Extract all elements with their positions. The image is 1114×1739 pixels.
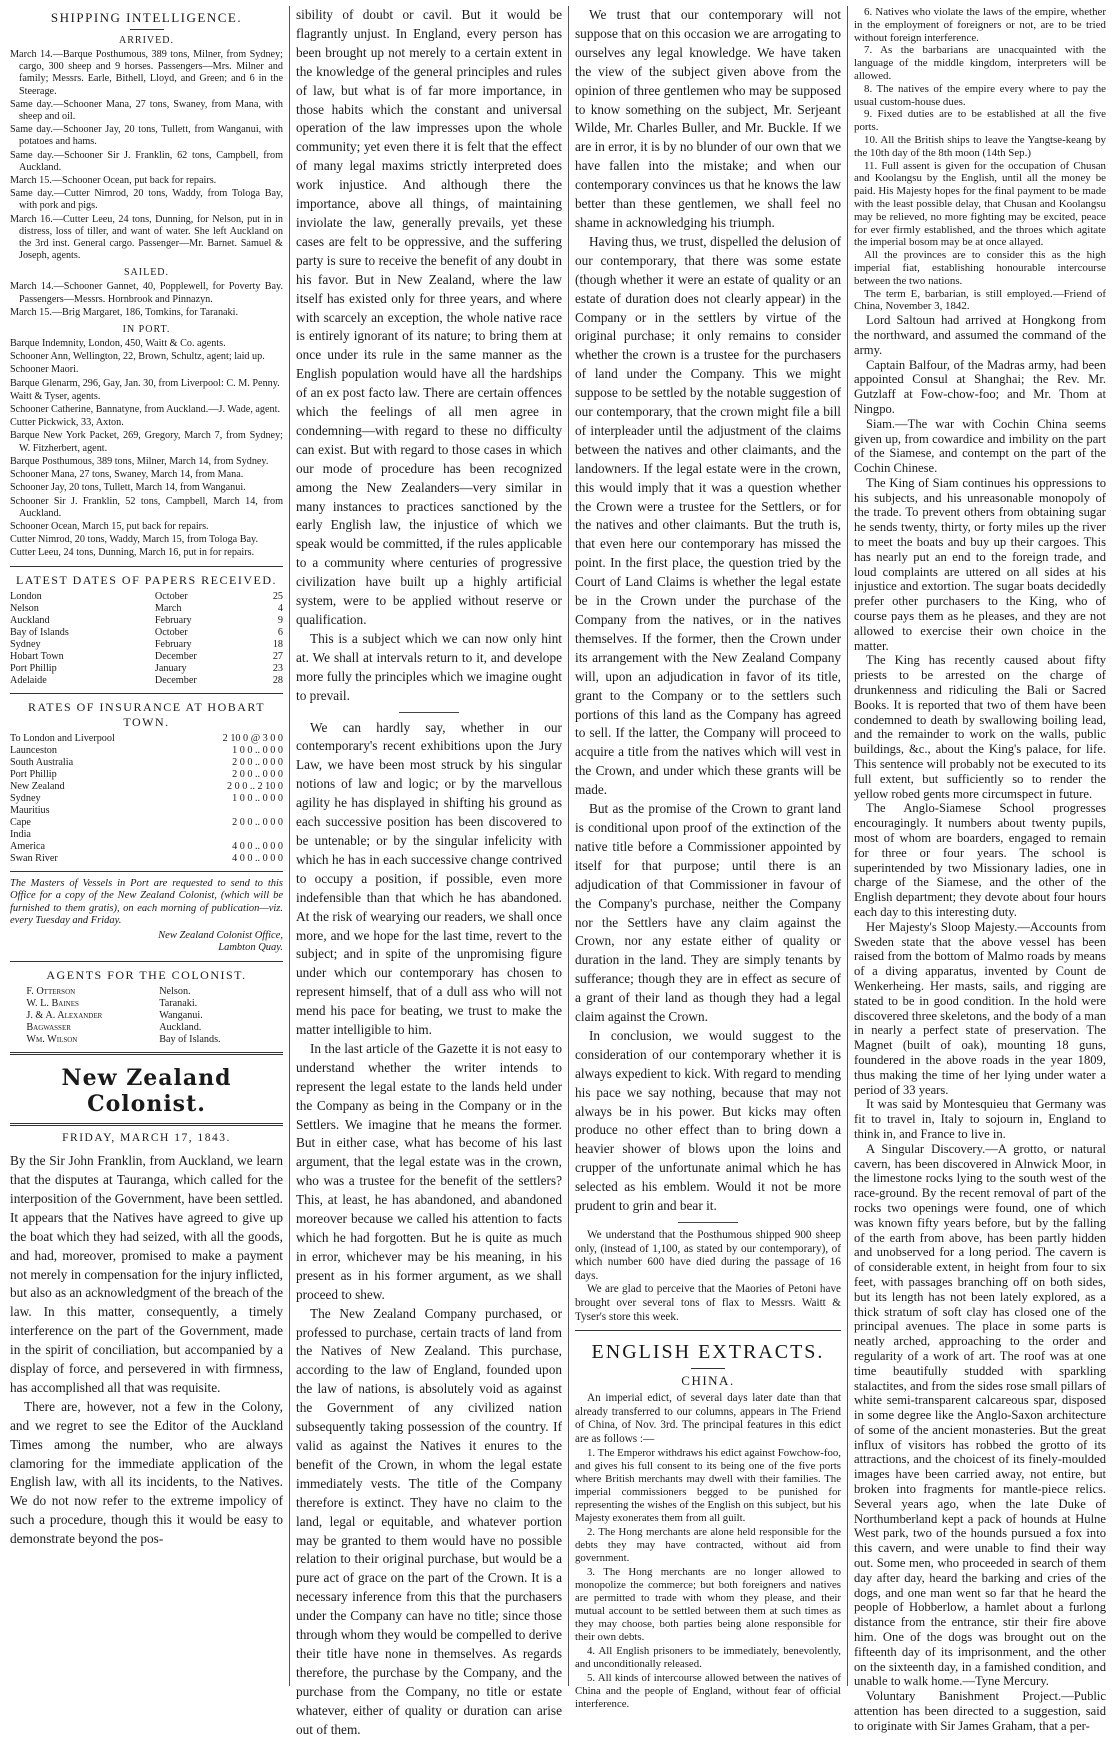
cell-place: Mauritius [10, 804, 50, 816]
article-paragraph: We trust that our contemporary will not suppose that on this occasion we are arrogating to ourselves any legal knowledge. We have taken the view of the subject given above from the opinion of three gentlemen who may be supposed to know something on the subject, Mr. Serjeant Wilde, Mr. Charles Buller, and Mr. Buckle. If we are in error, it is by no blunder of our own that we have fallen into the mistake; and when our contemporary convinces us that he knows the law better than these gentlemen, we shall feel no shame in acknowledging his triumph. [575, 7, 841, 230]
cell-day: 25 [272, 590, 283, 602]
cell-place: Bay of Islands. [159, 1034, 221, 1046]
cell-name: Wm. Wilson [26, 1034, 78, 1046]
date-line: FRIDAY, MARCH 17, 1843. [62, 1132, 231, 1145]
column-2 [290, 6, 569, 1737]
article-paragraph: This is a subject which we can now only hint at. We shall at intervals return to it, and develope more fully the principles which we imagine ought to prevail. [296, 630, 562, 703]
table-row [10, 781, 283, 793]
divider [399, 712, 459, 713]
cell-place: Auckland. [159, 1022, 202, 1034]
edict-item: 11. Full assent is given for the occupation of Chusan and Koolangsu by the English, until all the money be paid. His Majesty hopes for the final payment to be made with the least possible delay, that Chusan and Koolangsu may be relieved, no more fighting may be excited, peace for ever firmly established, and the throes which agitate the imperial bosom may be at once allayed. [854, 159, 1106, 249]
table-row [10, 757, 283, 769]
cell-place: Adelaide [10, 674, 47, 686]
shipping-title: SHIPPING INTELLIGENCE. [50, 10, 243, 25]
edict-item: 4. All English prisoners to be immediately, benevolently, and unconditionally released. [575, 1644, 841, 1670]
table-row [10, 663, 283, 675]
sailed-item: March 15.—Brig Margaret, 186, Tomkins, for Taranaki. [10, 306, 239, 318]
cell-month: March [154, 602, 182, 614]
divider [10, 693, 283, 694]
cell-rate [183, 829, 283, 841]
divider [10, 566, 283, 567]
article-paragraph: Voluntary Banishment Project.—Public attention has been directed to a suggestion, said to originate with Sir James Graham, that a per- [854, 1689, 1106, 1733]
cell-place: America [10, 840, 46, 852]
edict-item: The term E, barbarian, is still employed.—Friend of China, November 3, 1842. [854, 287, 1106, 313]
in-port-item: Schooner Sir J. Franklin, 52 tons, Campbell, March 14, from Auckland. [10, 495, 283, 519]
divider [10, 1052, 283, 1055]
in-port-heading: IN PORT. [122, 324, 171, 336]
in-port-item: Waitt & Tyser, agents. [10, 390, 101, 402]
table-row [10, 829, 283, 841]
article-paragraph: sibility of doubt or cavil. But it would be flagrantly unjust. In England, every person has been brought up not merely to a certain extent in the knowledge of the general principles and rules of law, but what is of far more importance, in those habits which the constant and universal operation of the law impresses upon the whole community; yet even there it is felt that the effect of many legal maxims strictly interpreted does work injustice. And although there the importance, above all things, of maintaining inviolate the law, generally prevails, yet these cases are felt to be oppressive, and the suffering party is sure to receive the benefit of any doubt in his favor. But in New Zealand, where the law itself has existed only for three years, and where with scarcely an exception, the whole native race is entirely ignorant of its nature; to bring them at once under its rule in the same manner as the English population would have all the hardships of an ex post facto law. There are certain offences which the feelings of all men agree in condemning—with regard to these no difficulty can exist. But with regard to those cases in which our mode of procedure has been recognized among the New Zealanders—very similar in many instances to practices sanctioned by the early English law, the injustice of which we speak would be committed, if the rules applicable to a community where centuries of progressive civilization have built up a highly artificial system, were to be applied without reserve or qualification. [296, 7, 562, 627]
cell-name: J. & A. Alexander [26, 1010, 103, 1022]
cell-day: 18 [272, 638, 283, 650]
cell-name: Bagwasser [26, 1022, 71, 1034]
table-row [10, 817, 283, 829]
masthead: New Zealand Colonist. [61, 1065, 232, 1118]
arrived-item: March 15.—Schooner Ocean, put back for repairs. [10, 175, 217, 187]
cell-place: Launceston [10, 744, 57, 756]
cell-day: 28 [272, 674, 283, 686]
table-row [10, 675, 283, 687]
article-paragraph: Her Majesty's Sloop Majesty.—Accounts from Sweden state that the above vessel has been raised from the bottom of Malmo roads by means of a diving apparatus, invented by Count de Wenkerheing. Her masts, sails, and rigging are stated to be in good condition. In the hold were discovered three skeletons, and the body of a man in nearly a perfect state of preservation. The Magnet (built of oak), mounting 18 guns, foundered in the above roads in the year 1809, thus making the time of her lying under water a period of 33 years. [854, 919, 1106, 1097]
table-row [10, 769, 283, 781]
article-paragraph: By the Sir John Franklin, from Auckland, we learn that the disputes at Tauranga, which called for the interposition of the Government, have been settled. It appears that the Natives have agreed to give up the boat which they had seized, with all the goods, and had, moreover, promised to make a payment not merely in compensation for the injury inflicted, but also as an acknowledgment of the breach of the law. In this matter, consequently, a timely interference on the part of the Government, made in the spirit of conciliation, but accompanied by a display of force, and persevered in with firmness, has accomplished all that was requisite. [10, 1153, 283, 1395]
table-row [26, 1022, 266, 1034]
table-row [10, 591, 283, 603]
office-signature-line1: New Zealand Colonist Office, [158, 929, 283, 941]
table-row [10, 651, 283, 663]
table-row [26, 986, 266, 998]
cell-place: Port Phillip [10, 768, 57, 780]
in-port-item: Schooner Maori. [10, 364, 79, 376]
in-port-item: Schooner Jay, 20 tons, Tullett, March 14, from Wanganui. [10, 482, 246, 494]
divider [130, 29, 164, 30]
cell-day: 9 [277, 614, 283, 626]
cell-place: To London and Liverpool [10, 732, 115, 744]
cell-day: 6 [277, 626, 283, 638]
insurance-table [10, 733, 283, 865]
agents-title: AGENTS FOR THE COLONIST. [46, 968, 247, 983]
papers-title: LATEST DATES OF PAPERS RECEIVED. [15, 572, 278, 587]
cell-place: Bay of Islands [10, 626, 69, 638]
table-row [10, 639, 283, 651]
cell-month: December [154, 674, 197, 686]
cell-place: Taranaki. [159, 998, 198, 1010]
in-port-item: Schooner Ann, Wellington, 22, Brown, Schultz, agent; laid up. [10, 351, 265, 363]
edict-item: 3. The Hong merchants are no longer allowed to monopolize the commerce; but both foreigners and natives are permitted to trade with whom they please, and their mutual account to be settled between them at such times as they may choose, both parties being alone responsible for their own debts. [575, 1565, 841, 1643]
edict-item: 6. Natives who violate the laws of the empire, whether in the employment of foreigners or not, are to be tried without foreign interference. [854, 6, 1106, 44]
article-paragraph: Lord Saltoun had arrived at Hongkong from the northward, and assumed the command of the army. [854, 313, 1106, 357]
divider [10, 961, 283, 962]
table-row [10, 853, 283, 865]
table-row [10, 627, 283, 639]
cell-place: Auckland [10, 614, 50, 626]
sailed-heading: SAILED. [123, 267, 170, 279]
column-4 [848, 6, 1112, 1733]
cell-day: 27 [272, 650, 283, 662]
article-paragraph: It was said by Montesquieu that Germany was fit to travel in, Italy to sojourn in, England to think in, and France to live in. [854, 1097, 1106, 1141]
agents-table [26, 986, 266, 1046]
edict-item: 2. The Hong merchants are alone held responsible for the debts they may have contracted, without aid from government. [575, 1525, 841, 1564]
cell-rate: 2 0 0 .. 2 10 0 [226, 780, 283, 792]
cell-rate: 4 0 0 .. 0 0 0 [232, 840, 283, 852]
article-paragraph: In conclusion, we would suggest to the consideration of our contemporary whether it is always expedient to kick. With regard to mending his pace we say nothing, because that may not always be in his power. But kicks may often produce no other effect than to bring down a heavier shower of blows upon the loins and crupper of the unfortunate animal which he has selected as his emblem. Would it not be more prudent to grin and bear it. [575, 1027, 841, 1214]
office-signature-line2: Lambton Quay. [218, 942, 283, 954]
in-port-item: Cutter Leeu, 24 tons, Dunning, March 16, put in for repairs. [10, 547, 255, 559]
arrived-item: Same day.—Schooner Mana, 27 tons, Swaney, from Mana, with sheep and oil. [10, 98, 283, 123]
cell-place: Nelson. [159, 986, 191, 998]
column-1 [4, 6, 290, 1686]
article-paragraph: The New Zealand Company purchased, or professed to purchase, certain tracts of land from the Natives of New Zealand. This purchase, according to the law of England, founded upon the law of nations, is absolutely void as against the Government of any civilized nation subsequently taking possession of the country. If valid as against the Natives it enures to the benefit of the Crown, in whom the legal estate immediately vests. The title of the Company therefore is extinct. They have no claim to the land, legal or equitable, and whatever portion may be granted to them would have no possible relation to their original purchase, but would be a pure act of grace on the part of the Crown. It is a necessary inference from this that the purchasers under the Company can have no title; since those through whom they would be compelled to derive their title have none in themselves. As regards therefore, the purchase by the Company, and the purchase from the Company, no title or estate whatever, either of quality or duration can arise out of them. [296, 1305, 562, 1737]
cell-rate: 2 10 0 @ 3 0 0 [222, 732, 283, 744]
arrived-item: March 14.—Barque Posthumous, 389 tons, Milner, from Sydney; cargo, 300 sheep and 9 horses. Passengers—Mrs. Milner and family; Messrs. Earle, Bithell, Lloyd, and Green; and 6 in the Steerage. [10, 49, 283, 97]
cell-place: Port Phillip [10, 662, 57, 674]
cell-rate: 4 0 0 .. 0 0 0 [232, 852, 283, 864]
cell-place: New Zealand [10, 780, 65, 792]
edict-item: 5. All kinds of intercourse allowed between the natives of China and the people of England, without fear of official interference. [575, 1671, 841, 1710]
in-port-item: Barque Posthumous, 389 tons, Milner, March 14, from Sydney. [10, 455, 269, 467]
cell-place: London [10, 590, 42, 602]
table-row [26, 998, 266, 1010]
cell-place: Cape [10, 816, 31, 828]
divider [575, 1330, 841, 1331]
cell-rate: 1 0 0 .. 0 0 0 [232, 744, 283, 756]
article-paragraph: The Anglo-Siamese School progresses encouragingly. It numbers about twenty pupils, most of whom are boarders, engaged to remain for three or four years. The school is superintended by two Missionary ladies, one in charge of the Siamese, and the other of the English department; they devote about four hours each day to this interesting duty. [854, 801, 1106, 919]
arrived-item: March 16.—Cutter Leeu, 24 tons, Dunning, for Nelson, put in in distress, loss of tiller, and want of water. She left Auckland on the 3rd inst. General cargo. Passenger—Mr. Barnet. Samuel & Joseph, agents. [10, 213, 283, 262]
article-paragraph: We understand that the Posthumous shipped 900 sheep only, (instead of 1,100, as stated by our contemporary), of which number 600 have died during the passage of 16 days. [575, 1229, 841, 1282]
table-row [10, 805, 283, 817]
article-paragraph: In the last article of the Gazette it is not easy to understand whether the writer intends to represent the legal estate to the lands held under the Company as being in the Company or in the Settlers. We imagine that he means the former. But in either case, what has become of his last argument, that the legal estate was in the crown, who was a trustee for the benefit of the settlers? This, at least, he has abandoned, and abandoned moreover because we called his attention to facts which he had forgotten. But he is quite as much in error, whichever may be his meaning, in his present as in his former argument, as we shall proceed to shew. [296, 1040, 562, 1302]
cell-day: 4 [277, 602, 283, 614]
cell-place: Sydney [10, 792, 41, 804]
table-row [10, 793, 283, 805]
insurance-title: RATES OF INSURANCE AT HOBART TOWN. [27, 699, 266, 729]
divider [10, 1123, 283, 1126]
article-paragraph: There are, however, not a few in the Colony, and we regret to see the Editor of the Auckland Times among the number, who are always clamoring for the immediate application of the English law, with all its incidents, to the Natives. We do not now refer to the extreme impolicy of such a procedure, though this it would be easy to demonstrate beyond the pos- [10, 1398, 283, 1547]
article-paragraph: Having thus, we trust, dispelled the delusion of our contemporary, that there was some estate (though whether it were an estate of quality or an estate of duration does not clearly appear) in the Company or in the settlers by virtue of the original purchase; it only remains to consider whether the crown is a trustee for the purchasers of land under the Company. This we might suppose to be settled by the notable suggestion of our contemporary, that the crown might file a bill of interpleader until the adjustment of the claims between the natives and other claimants, and the landowners. If the legal estate were in the crown, this would imply that it was a question whether the Crown were a trustee for the Settlers, or for the natives and other claimants. But the truth is, that even here our contemporary has missed the point. In the first place, the question tried by the Court of Land Claims is whether the legal estate be in the Crown under the purchase of the Company from the natives, or in the natives themselves. If the former, then the Crown under its arrangement with the New Zealand Company will, upon an adjudication in favor of its title, grant to the Company or to the settlers such portions of this land as the Company has agreed to sell. If the latter, the Company will proceed to acquire a title from the natives which will vest in the Crown, and under which these grants will be made. [575, 233, 841, 798]
column-3 [569, 6, 848, 1710]
papers-table [10, 591, 283, 687]
in-port-item: Barque Indemnity, London, 450, Waitt & Co. agents. [10, 338, 226, 350]
article-paragraph: But as the promise of the Crown to grant land is conditional upon proof of the extinction of the native title before a Commissioner appointed by itself for that purpose; until there is an adjudication of that Commissioner in favour of the Company's purchase, neither the Company nor the Settlers have any claim against the Crown, nor any estate either of quality or duration in the land. They are simply tenants by sufferance; though they are in effect as secure of a grant of their land as though they had a legal claim against the Crown. [575, 801, 841, 1025]
table-row [26, 1010, 266, 1022]
divider [678, 1222, 738, 1223]
cell-place: Nelson [10, 602, 39, 614]
sailed-item: March 14.—Schooner Gannet, 40, Popplewell, for Poverty Bay. Passengers—Messrs. Hornbrook and Pinnazyn. [10, 281, 283, 305]
article-paragraph: The King of Siam continues his oppressions to his subjects, and his unreasonable monopoly of the trade. To prevent others from obtaining sugar he sends twenty, thirty, or forty miles up the river to meet the boats and buy up their cargoes. This has nearly put an end to the foreign trade, and loud complaints are uttered on all sides at his injustice and extortion. The sugar boats decidedly prefer other purchasers to the King, who of course pays them as he pleases, and they are not allowed to exercise their own choice in the matter. [854, 475, 1106, 653]
cell-name: F. Otterson [26, 986, 76, 998]
divider [10, 871, 283, 872]
article-paragraph: We are glad to perceive that the Maories of Petoni have brought over several tons of flax to Messrs. Waitt & Tyser's store this week. [575, 1283, 841, 1323]
edict-item: 9. Fixed duties are to be established at all the five ports. [854, 108, 1106, 134]
cell-place: Sydney [10, 638, 41, 650]
table-row [10, 745, 283, 757]
in-port-item: Schooner Catherine, Bannatyne, from Auckland.—J. Wade, agent. [10, 404, 281, 416]
article-paragraph: An imperial edict, of several days later date than that already transferred to our columns, appears in The Friend of China, of Nov. 3rd. The principal features in this edict are as follows :— [575, 1392, 841, 1445]
table-row [10, 841, 283, 853]
edict-item: 8. The natives of the empire every where to pay the usual custom-house dues. [854, 82, 1106, 108]
cell-place: South Australia [10, 756, 74, 768]
table-row [10, 603, 283, 615]
arrived-heading: ARRIVED. [119, 35, 174, 46]
cell-rate: 2 0 0 .. 0 0 0 [232, 756, 283, 768]
article-paragraph: The King has recently caused about fifty priests to be arrested on the charge of drunkenness and ridiculing the Bali or Sacred Books. It is reported that two of them have been condemned to death by swallowing boiling lead, and the remainder to work on the walls, public buildings, &c., about the King's palace, for life. This sentence will probably not be executed to its full extent, but sufficiently so to render the yellow robed gents more circumspect in future. [854, 653, 1106, 801]
cell-month: January [154, 662, 187, 674]
cell-month: December [154, 650, 197, 662]
china-heading: CHINA. [681, 1373, 735, 1389]
cell-month: October [154, 626, 188, 638]
cell-day: 23 [272, 662, 283, 674]
in-port-item: Schooner Ocean, March 15, put back for repairs. [10, 520, 209, 532]
article-paragraph: Siam.—The war with Cochin China seems given up, from cowardice and imbility on the part of the Siamese, and contempt on the part of the Cochin Chinese. [854, 416, 1106, 476]
cell-place: India [10, 828, 31, 840]
cell-place: Swan River [10, 852, 58, 864]
edict-item: 7. As the barbarians are unacquainted with the language of the middle kingdom, interpreters will be allowed. [854, 44, 1106, 82]
arrived-item: Same day.—Cutter Nimrod, 20 tons, Waddy, from Tologa Bay, with pork and pigs. [10, 188, 283, 212]
edict-item: All the provinces are to consider this as the high imperial fiat, establishing honourable intercourse between the two nations. [854, 249, 1106, 287]
masters-note: The Masters of Vessels in Port are requested to send to this Office for a copy of the New Zealand Colonist, (which will be furnished to them gratis), on each morning of publication—viz. every Tuesday and Friday. [10, 877, 283, 927]
in-port-item: Schooner Mana, 27 tons, Swaney, March 14, from Mana. [10, 469, 244, 481]
article-paragraph: Captain Balfour, of the Madras army, had been appointed Consul at Shanghai; the Rev. Mr. Gutzlaff at Fow-chow-foo; and Mr. Thom at Ningpo. [854, 357, 1106, 416]
cell-month: February [154, 614, 192, 626]
table-row [26, 1034, 266, 1046]
in-port-item: Cutter Pickwick, 33, Axton. [10, 417, 124, 429]
table-row [10, 615, 283, 627]
cell-name: W. L. Baines [26, 998, 79, 1010]
article-paragraph: A Singular Discovery.—A grotto, or natural cavern, has been discovered in Alnwick Moor, in the limestone rocks lying to the south west of the race-ground. By the recent removal of part of the rocks two openings were found, one of which was known fifty years before, but by the falling of the earth from above, has been partly hidden and unobserved for a long period. The cavern is of considerable extent, in height from four to six feet, with passages branching off on both sides, but its length has not been lately explored, as a thick stratum of soft clay has closed one of the principal avenues. The place in some parts is neatly arched, approaching to the order and regularity of a work of art. The roof was at one time beautifully studded with sparkling stalactites, and from the sides rose small pillars of white semi-transparent calcareous spar, disposed in some degree like the Anglo-Saxon architecture of some of the ancient monasteries. But the great influx of visitors has robbed the grotto of its attractions, and the choicest of its finely-moulded images have been carried away, not entire, but broken into fragments for mantle-piece relics. Several years ago, when the late Duke of Northumberland kept a pack of hounds at Hulne West park, two of the hounds pursued a fox into this cavern, and were unable to find their way out. Some men, who proceeded in search of them day after day, heard the barking and cries of the dogs, and one man went so far that he heard the people of Hobberlow, a hamlet about a furlong distance from the entrance, stir their fire above him. One of the dogs was brought out on the fifteenth day of its imprisonment, and the other on the sixteenth day, in a famished condition, and unable to walk home.—Tyne Mercury. [854, 1141, 1106, 1689]
cell-rate [183, 805, 283, 817]
cell-place: Wanganui. [159, 1010, 203, 1022]
arrived-item: Same day.—Schooner Jay, 20 tons, Tullett, from Wanganui, with potatoes and hams. [10, 124, 283, 148]
arrived-item: Same day.—Schooner Sir J. Franklin, 62 tons, Campbell, from Auckland. [10, 149, 283, 173]
cell-month: February [154, 638, 192, 650]
in-port-item: Barque Glenarm, 296, Gay, Jan. 30, from Liverpool: C. M. Penny. [10, 377, 280, 389]
in-port-item: Barque New York Packet, 269, Gregory, March 7, from Sydney; W. Fitzherbert, agent. [10, 430, 283, 454]
table-row [10, 733, 283, 745]
in-port-item: Cutter Nimrod, 20 tons, Waddy, March 15, from Tologa Bay. [10, 534, 259, 546]
cell-rate: 1 0 0 .. 0 0 0 [232, 792, 283, 804]
extracts-title: ENGLISH EXTRACTS. [591, 1341, 825, 1364]
cell-month: October [154, 590, 188, 602]
divider [691, 1368, 725, 1369]
cell-rate: 2 0 0 .. 0 0 0 [232, 816, 283, 828]
edict-item: 10. All the British ships to leave the Yangtse-keang by the 10th day of the 8th moon (14th Sep.) [854, 133, 1106, 159]
edict-item: 1. The Emperor withdraws his edict against Fowchow-foo, and gives his full consent to its being one of the five ports where British merchants may dwell with their families. The imperial commissioners begged to be punished for representing the wishes of the English on this subject, but his Majesty exonerates them from all guilt. [575, 1446, 841, 1524]
cell-place: Hobart Town [10, 650, 64, 662]
article-paragraph: We can hardly say, whether in our contemporary's recent exhibitions upon the Jury Law, we have been most struck by his singular notions of law and logic; or by the marvellous agility he has displayed in shifting his ground as each successive position has been discovered to be untenable; or by the singular infelicity with which he has in each successive change contrived to occupy a position, if possible, even more indefensible than that which he has abandoned. At the risk of wearying our readers, we shall once more, and we hope for the last time, revert to the subject; and in spite of the unpromising figure under which our contemporary has chosen to represent himself, that of a dull ass who will not mend his pace for beating, we trust to make the matter intelligible to him. [296, 719, 562, 1038]
cell-rate: 2 0 0 .. 0 0 0 [232, 768, 283, 780]
